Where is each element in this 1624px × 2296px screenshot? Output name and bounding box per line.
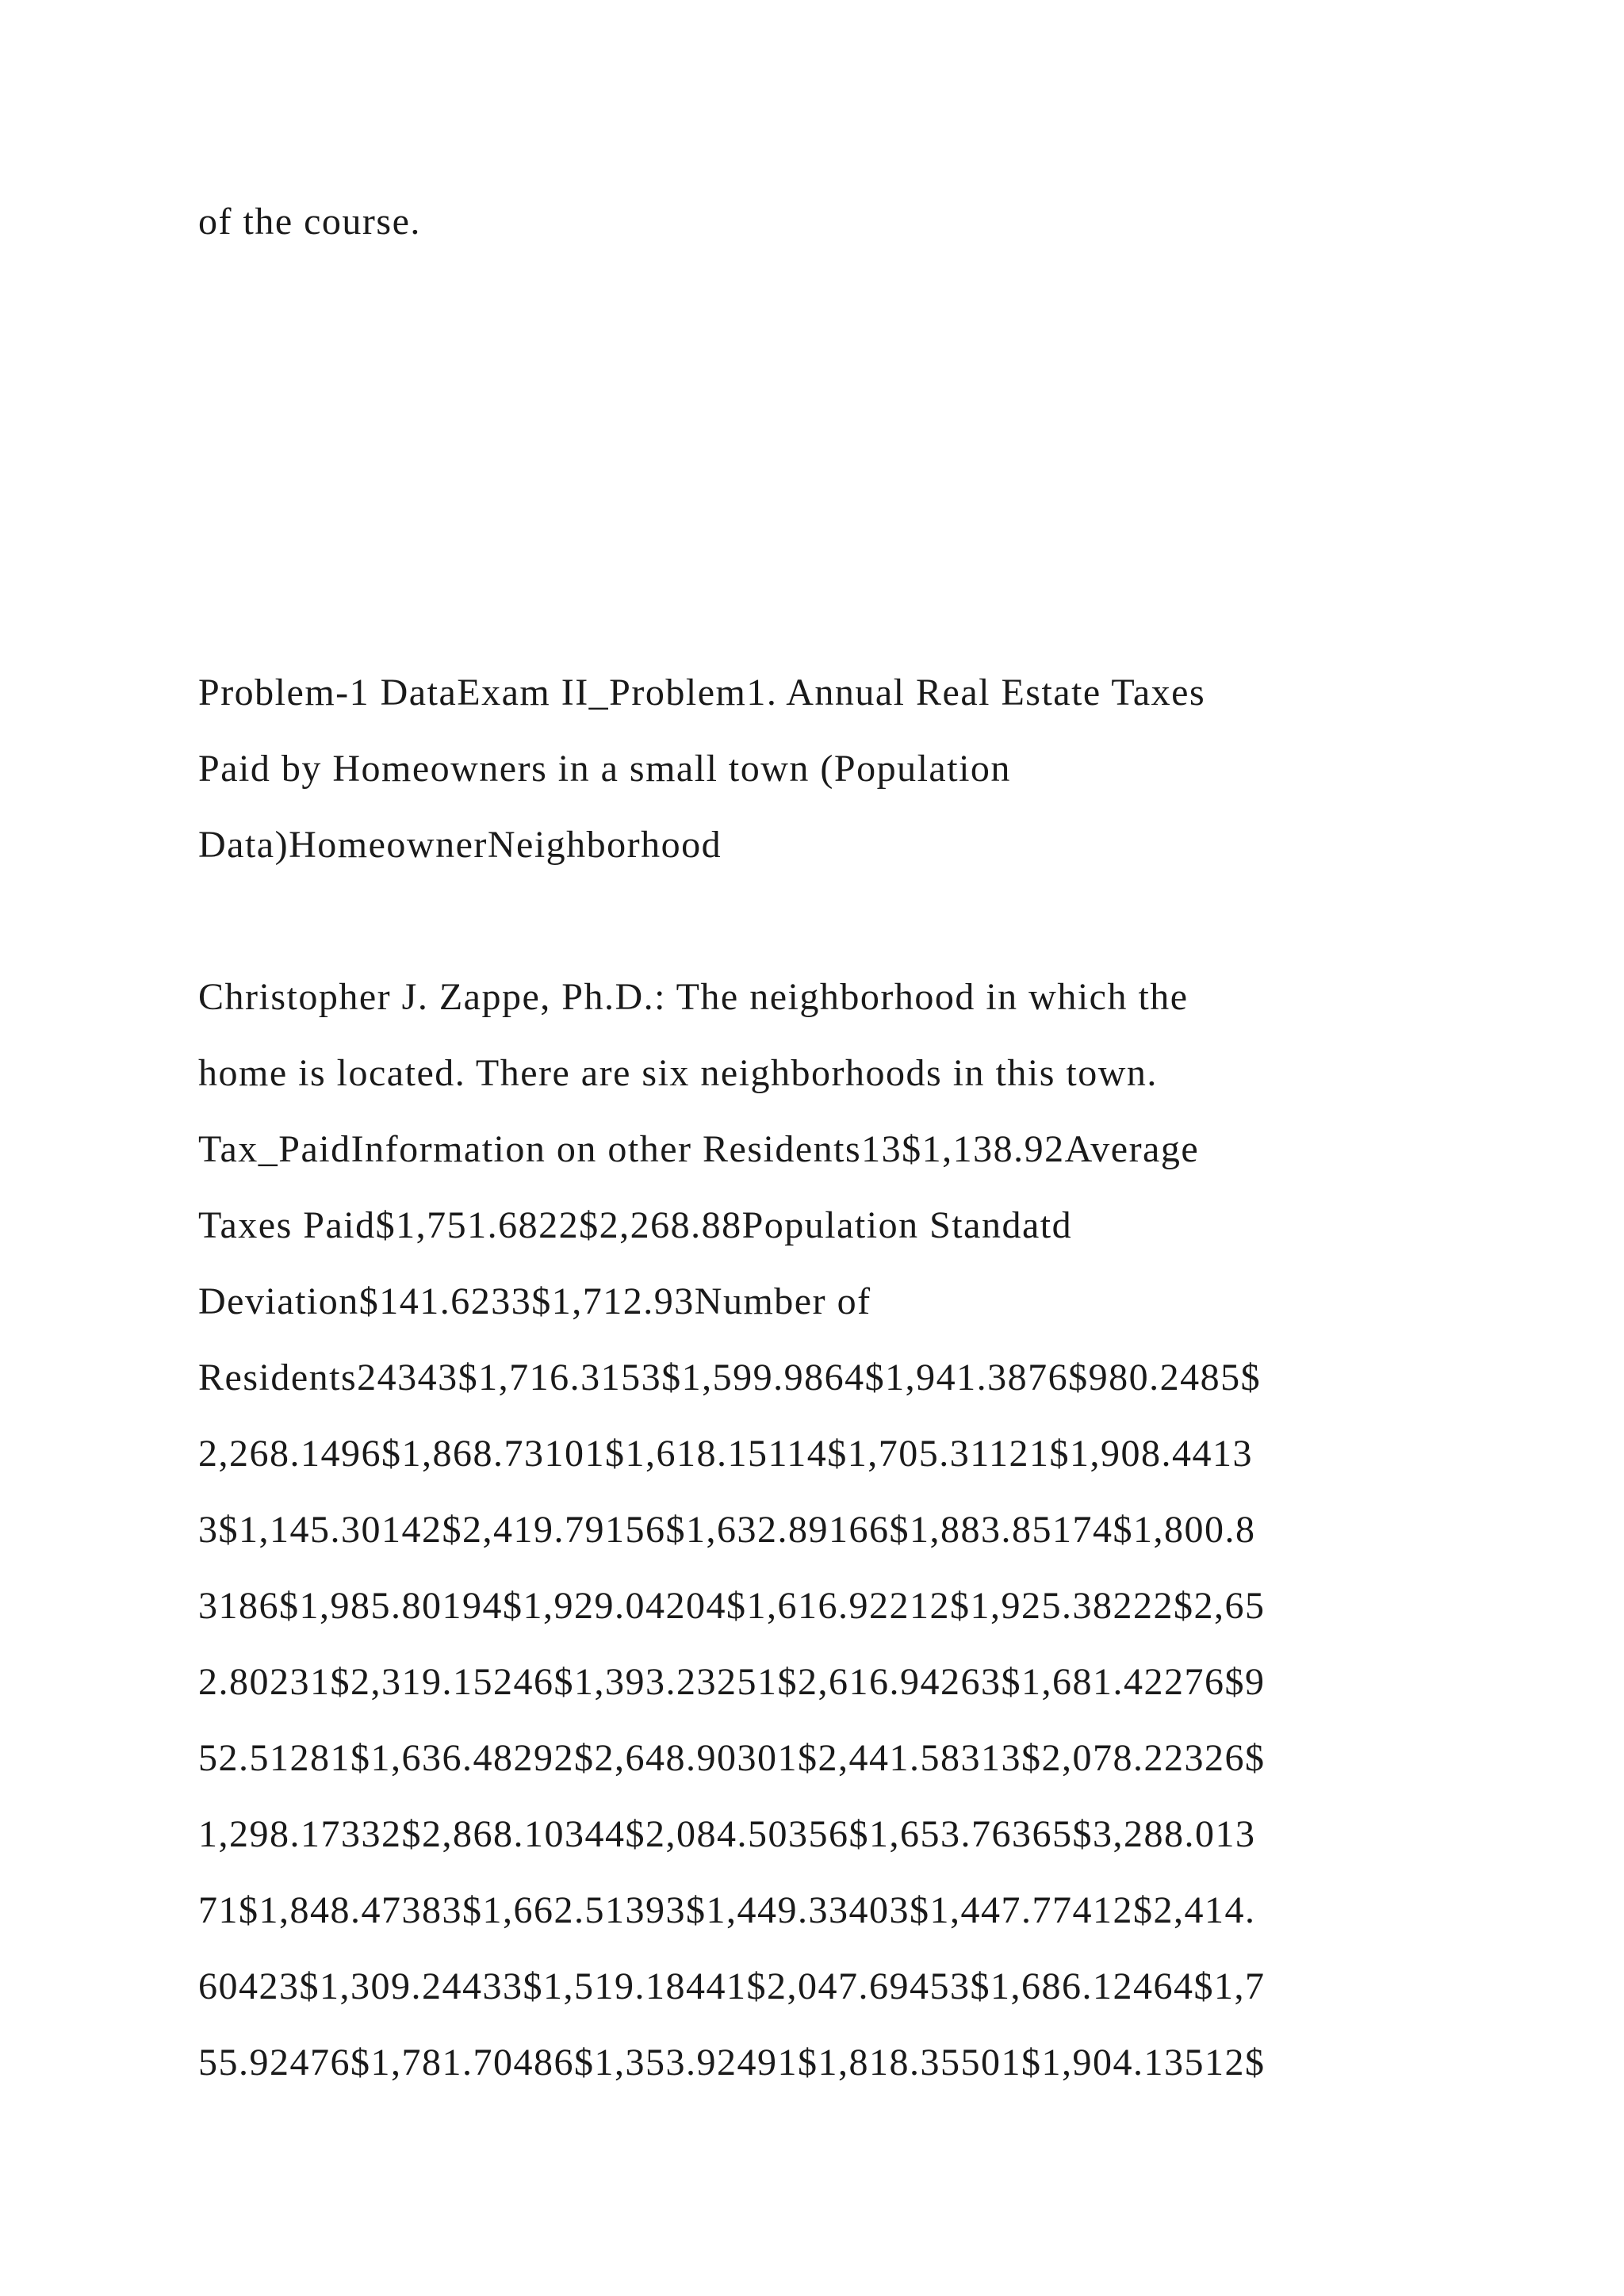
body-text-line: 52.51281$1,636.48292$2,648.90301$2,441.58313$2,078.22326$ bbox=[198, 1737, 1266, 1779]
body-text-line: Deviation$141.6233$1,712.93Number of bbox=[198, 1280, 871, 1322]
body-text-line: 3186$1,985.80194$1,929.04204$1,616.92212$1,925.38222$2,65 bbox=[198, 1585, 1266, 1627]
problem-heading-line: Data)HomeownerNeighborhood bbox=[198, 824, 722, 866]
body-text-line: 3$1,145.30142$2,419.79156$1,632.89166$1,883.85174$1,800.8 bbox=[198, 1509, 1256, 1551]
intro-fragment: of the course. bbox=[198, 201, 421, 243]
problem-heading-line: Paid by Homeowners in a small town (Population bbox=[198, 748, 1011, 790]
body-text-line: Taxes Paid$1,751.6822$2,268.88Population Standatd bbox=[198, 1204, 1073, 1246]
body-text-line: home is located. There are six neighborhoods in this town. bbox=[198, 1052, 1158, 1094]
body-text-line: 2,268.1496$1,868.73101$1,618.15114$1,705.31121$1,908.4413 bbox=[198, 1433, 1253, 1475]
body-text-line: 71$1,848.47383$1,662.51393$1,449.33403$1,447.77412$2,414. bbox=[198, 1889, 1256, 1931]
problem-heading-line: Problem-1 DataExam II_Problem1. Annual Real Estate Taxes bbox=[198, 672, 1206, 714]
body-text-line: 60423$1,309.24433$1,519.18441$2,047.69453$1,686.12464$1,7 bbox=[198, 1965, 1266, 2007]
body-text-line: 2.80231$2,319.15246$1,393.23251$2,616.94263$1,681.42276$9 bbox=[198, 1661, 1266, 1703]
body-text-line: Christopher J. Zappe, Ph.D.: The neighborhood in which the bbox=[198, 976, 1189, 1018]
body-text-line: 55.92476$1,781.70486$1,353.92491$1,818.35501$1,904.13512$ bbox=[198, 2042, 1266, 2084]
body-text-line: 1,298.17332$2,868.10344$2,084.50356$1,653.76365$3,288.013 bbox=[198, 1813, 1256, 1855]
body-text-line: Tax_PaidInformation on other Residents13$1,138.92Average bbox=[198, 1128, 1200, 1170]
body-text-line: Residents24343$1,716.3153$1,599.9864$1,941.3876$980.2485$ bbox=[198, 1357, 1262, 1399]
